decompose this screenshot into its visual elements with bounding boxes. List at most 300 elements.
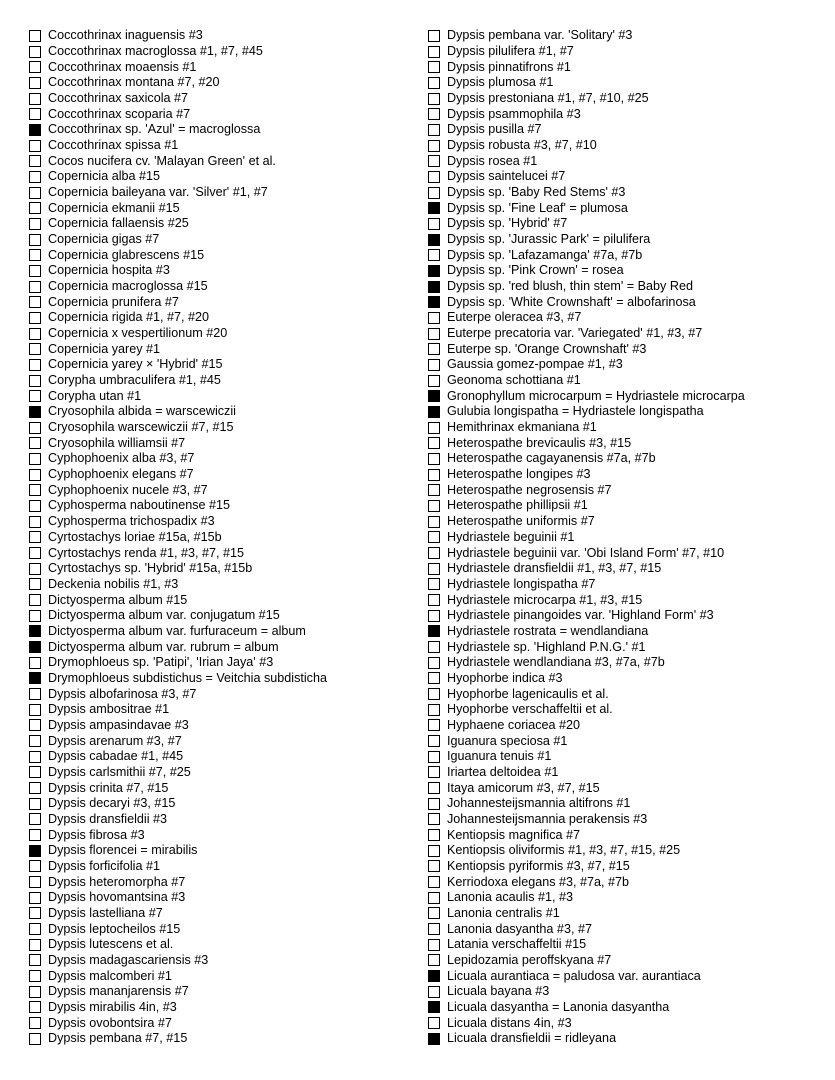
item-label: Cyrtostachys sp. 'Hybrid' #15a, #15b — [48, 561, 253, 576]
item-label: Dypsis sp. 'Fine Leaf' = plumosa — [447, 200, 628, 215]
list-item — [428, 702, 828, 718]
checkbox-filled[interactable] — [29, 625, 41, 637]
checkbox-empty[interactable] — [29, 594, 41, 606]
checkbox-empty[interactable] — [29, 281, 41, 293]
checkbox-empty[interactable] — [29, 218, 41, 230]
checkbox-filled[interactable] — [428, 390, 440, 402]
list-item — [29, 435, 419, 451]
checkbox-empty[interactable] — [29, 766, 41, 778]
item-label: Hyophorbe lagenicaulis et al. — [447, 686, 609, 701]
item-label: Heterospathe brevicaulis #3, #15 — [447, 435, 632, 450]
checkbox-empty[interactable] — [428, 93, 440, 105]
item-label: Copernicia glabrescens #15 — [48, 247, 205, 262]
checkbox-filled[interactable] — [29, 845, 41, 857]
item-label: Johannesteijsmannia perakensis #3 — [447, 811, 648, 826]
list-item — [428, 106, 828, 122]
checkbox-empty[interactable] — [428, 531, 440, 543]
list-item — [29, 467, 419, 483]
checkbox-empty[interactable] — [428, 688, 440, 700]
list-item — [29, 451, 419, 467]
item-label: Dypsis pembana #7, #15 — [48, 1031, 188, 1046]
list-item — [29, 608, 419, 624]
item-label: Johannesteijsmannia altifrons #1 — [447, 796, 631, 811]
list-item — [29, 294, 419, 310]
checkbox-empty[interactable] — [428, 375, 440, 387]
checkbox-empty[interactable] — [29, 108, 41, 120]
item-label: Dictyosperma album #15 — [48, 592, 188, 607]
item-label: Cyrtostachys renda #1, #3, #7, #15 — [48, 545, 245, 560]
checkbox-empty[interactable] — [29, 860, 41, 872]
item-label: Kentiopsis oliviformis #1, #3, #7, #15, #25 — [447, 843, 681, 858]
item-label: Dypsis sp. 'Baby Red Stems' #3 — [447, 185, 626, 200]
checkbox-filled[interactable] — [428, 1033, 440, 1045]
checkbox-empty[interactable] — [29, 328, 41, 340]
checkbox-empty[interactable] — [428, 829, 440, 841]
checkbox-empty[interactable] — [29, 735, 41, 747]
list-item — [428, 655, 828, 671]
checkbox-empty[interactable] — [29, 469, 41, 481]
checkbox-empty[interactable] — [29, 202, 41, 214]
checkbox-empty[interactable] — [29, 234, 41, 246]
checkbox-empty[interactable] — [29, 296, 41, 308]
checkbox-empty[interactable] — [29, 375, 41, 387]
item-label: Cyphophoenix nucele #3, #7 — [48, 482, 208, 497]
checkbox-empty[interactable] — [29, 610, 41, 622]
checkbox-empty[interactable] — [428, 422, 440, 434]
checkbox-empty[interactable] — [29, 986, 41, 998]
checkbox-empty[interactable] — [29, 422, 41, 434]
item-label: Coccothrinax scoparia #7 — [48, 106, 191, 121]
list-item — [428, 138, 828, 154]
checkbox-empty[interactable] — [428, 437, 440, 449]
list-item — [428, 921, 828, 937]
item-label: Hyophorbe indica #3 — [447, 670, 563, 685]
list-item — [29, 59, 419, 75]
item-label: Gulubia longispatha = Hydriastele longispatha — [447, 404, 704, 419]
list-item — [428, 185, 828, 201]
list-item — [428, 310, 828, 326]
list-item — [428, 200, 828, 216]
list-item — [428, 530, 828, 546]
checkbox-empty[interactable] — [428, 218, 440, 230]
item-label: Dypsis sp. 'Hybrid' #7 — [447, 216, 568, 231]
list-item — [29, 749, 419, 765]
item-label: Copernicia alba #15 — [48, 169, 161, 184]
list-item — [29, 420, 419, 436]
checkbox-empty[interactable] — [29, 437, 41, 449]
item-label: Dypsis pilulifera #1, #7 — [447, 44, 574, 58]
checkbox-empty[interactable] — [428, 312, 440, 324]
checkbox-empty[interactable] — [428, 813, 440, 825]
checkbox-empty[interactable] — [428, 155, 440, 167]
item-label: Cryosophila warscewiczii #7, #15 — [48, 420, 234, 435]
item-label: Dictyosperma album var. conjugatum #15 — [48, 608, 280, 623]
item-label: Coccothrinax montana #7, #20 — [48, 75, 220, 90]
item-label: Dypsis robusta #3, #7, #10 — [447, 138, 597, 153]
checkbox-empty[interactable] — [29, 531, 41, 543]
list-item — [428, 561, 828, 577]
checkbox-empty[interactable] — [428, 719, 440, 731]
list-item — [29, 937, 419, 953]
list-item — [428, 671, 828, 687]
list-item — [29, 388, 419, 404]
list-item — [29, 28, 419, 44]
checkbox-empty[interactable] — [428, 672, 440, 684]
item-label: Drymophloeus sp. 'Patipi', 'Irian Jaya' #3 — [48, 655, 274, 670]
list-item — [29, 671, 419, 687]
checkbox-empty[interactable] — [29, 923, 41, 935]
list-item — [428, 686, 828, 702]
list-item — [428, 1000, 828, 1016]
item-label: Dypsis madagascariensis #3 — [48, 952, 209, 967]
checkbox-empty[interactable] — [29, 93, 41, 105]
checkbox-empty[interactable] — [428, 249, 440, 261]
list-item — [29, 1015, 419, 1031]
checkbox-filled[interactable] — [428, 281, 440, 293]
checkbox-empty[interactable] — [428, 30, 440, 42]
checkbox-empty[interactable] — [428, 61, 440, 73]
list-item — [428, 592, 828, 608]
item-label: Cryosophila williamsii #7 — [48, 435, 186, 450]
list-item — [29, 906, 419, 922]
checkbox-empty[interactable] — [428, 547, 440, 559]
item-label: Coccothrinax macroglossa #1, #7, #45 — [48, 44, 263, 58]
list-item — [29, 765, 419, 781]
item-label: Copernicia baileyana var. 'Silver' #1, #7 — [48, 185, 268, 200]
list-item — [428, 765, 828, 781]
item-label: Copernicia yarey #1 — [48, 341, 161, 356]
checkbox-empty[interactable] — [29, 782, 41, 794]
item-label: Dypsis decaryi #3, #15 — [48, 796, 176, 811]
item-label: Hydriastele wendlandiana #3, #7a, #7b — [447, 655, 665, 670]
checkbox-empty[interactable] — [29, 516, 41, 528]
checkbox-empty[interactable] — [428, 108, 440, 120]
item-label: Corypha umbraculifera #1, #45 — [48, 373, 221, 388]
list-item — [29, 153, 419, 169]
checkbox-empty[interactable] — [29, 798, 41, 810]
item-label: Lanonia acaulis #1, #3 — [447, 890, 574, 905]
checkbox-filled[interactable] — [29, 641, 41, 653]
item-label: Dypsis plumosa #1 — [447, 75, 554, 90]
item-label: Hyphaene coriacea #20 — [447, 717, 581, 732]
item-label: Copernicia yarey × 'Hybrid' #15 — [48, 357, 223, 372]
checkbox-empty[interactable] — [428, 484, 440, 496]
list-item — [29, 44, 419, 60]
checkbox-empty[interactable] — [29, 359, 41, 371]
item-label: Copernicia ekmanii #15 — [48, 200, 180, 215]
checkbox-empty[interactable] — [29, 1033, 41, 1045]
checkbox-empty[interactable] — [428, 343, 440, 355]
item-label: Itaya amicorum #3, #7, #15 — [447, 780, 600, 795]
item-label: Hydriastele dransfieldii #1, #3, #7, #15 — [447, 561, 662, 576]
list-item — [428, 780, 828, 796]
checkbox-empty[interactable] — [29, 563, 41, 575]
list-item — [428, 796, 828, 812]
checkbox-empty[interactable] — [428, 939, 440, 951]
checkbox-empty[interactable] — [428, 641, 440, 653]
checkbox-empty[interactable] — [29, 77, 41, 89]
checkbox-empty[interactable] — [29, 343, 41, 355]
list-item — [428, 153, 828, 169]
list-item — [428, 906, 828, 922]
item-label: Licuala distans 4in, #3 — [447, 1015, 572, 1030]
item-label: Dypsis pusilla #7 — [447, 122, 542, 137]
checkbox-empty[interactable] — [29, 390, 41, 402]
checkbox-empty[interactable] — [29, 265, 41, 277]
checkbox-filled[interactable] — [428, 265, 440, 277]
checkbox-empty[interactable] — [29, 249, 41, 261]
checkbox-filled[interactable] — [29, 406, 41, 418]
checkbox-filled[interactable] — [428, 1001, 440, 1013]
item-label: Euterpe precatoria var. 'Variegated' #1, #3, #7 — [447, 326, 703, 341]
list-item — [29, 216, 419, 232]
checkbox-empty[interactable] — [29, 30, 41, 42]
checkbox-empty[interactable] — [29, 312, 41, 324]
checkbox-empty[interactable] — [428, 469, 440, 481]
item-label: Dypsis crinita #7, #15 — [48, 780, 169, 795]
list-item — [29, 733, 419, 749]
list-item — [428, 874, 828, 890]
checkbox-empty[interactable] — [428, 923, 440, 935]
item-label: Dypsis sp. 'Pink Crown' = rosea — [447, 263, 624, 278]
checkbox-empty[interactable] — [29, 892, 41, 904]
checkbox-empty[interactable] — [428, 986, 440, 998]
item-label: Heterospathe uniformis #7 — [447, 514, 595, 529]
checkbox-empty[interactable] — [29, 46, 41, 58]
item-label: Dypsis lastelliana #7 — [48, 905, 163, 920]
checkbox-empty[interactable] — [29, 704, 41, 716]
item-label: Copernicia prunifera #7 — [48, 294, 179, 309]
item-label: Corypha utan #1 — [48, 388, 142, 403]
list-item — [29, 890, 419, 906]
checkbox-empty[interactable] — [29, 140, 41, 152]
checkbox-empty[interactable] — [29, 829, 41, 841]
list-item — [29, 874, 419, 890]
checkbox-empty[interactable] — [428, 328, 440, 340]
list-item — [29, 1000, 419, 1016]
item-label: Deckenia nobilis #1, #3 — [48, 576, 179, 591]
list-item — [428, 812, 828, 828]
checkbox-empty[interactable] — [29, 1017, 41, 1029]
list-item — [428, 263, 828, 279]
item-label: Licuala dasyantha = Lanonia dasyantha — [447, 999, 670, 1014]
list-item — [428, 420, 828, 436]
checkbox-filled[interactable] — [428, 406, 440, 418]
list-item — [29, 1031, 419, 1047]
checkbox-filled[interactable] — [29, 124, 41, 136]
list-item — [428, 859, 828, 875]
checkbox-empty[interactable] — [428, 657, 440, 669]
checkbox-empty[interactable] — [428, 594, 440, 606]
checkbox-empty[interactable] — [428, 453, 440, 465]
checkbox-empty[interactable] — [428, 704, 440, 716]
list-item — [428, 404, 828, 420]
checkbox-empty[interactable] — [29, 453, 41, 465]
list-item — [428, 388, 828, 404]
item-label: Dypsis cabadae #1, #45 — [48, 749, 184, 764]
list-item — [29, 232, 419, 248]
item-label: Hydriastele beguinii #1 — [447, 529, 575, 544]
list-item — [29, 263, 419, 279]
item-label: Euterpe oleracea #3, #7 — [447, 310, 582, 325]
list-item — [29, 702, 419, 718]
checkbox-empty[interactable] — [29, 61, 41, 73]
item-label: Dypsis carlsmithii #7, #25 — [48, 764, 191, 779]
checkbox-empty[interactable] — [29, 751, 41, 763]
list-item — [428, 1015, 828, 1031]
list-item — [29, 122, 419, 138]
item-label: Copernicia gigas #7 — [48, 232, 160, 247]
checkbox-empty[interactable] — [29, 688, 41, 700]
checkbox-empty[interactable] — [428, 735, 440, 747]
list-item — [428, 545, 828, 561]
checkbox-empty[interactable] — [428, 610, 440, 622]
checkbox-empty[interactable] — [428, 860, 440, 872]
checkbox-empty[interactable] — [428, 46, 440, 58]
item-label: Iguanura speciosa #1 — [447, 733, 568, 748]
item-label: Kentiopsis pyriformis #3, #7, #15 — [447, 858, 630, 873]
item-label: Dypsis lutescens et al. — [48, 937, 174, 952]
checkbox-empty[interactable] — [29, 954, 41, 966]
checkbox-empty[interactable] — [428, 876, 440, 888]
list-item — [428, 28, 828, 44]
list-item — [29, 404, 419, 420]
item-label: Cyphosperma trichospadix #3 — [48, 514, 215, 529]
item-label: Hydriastele microcarpa #1, #3, #15 — [447, 592, 643, 607]
item-label: Dypsis mirabilis 4in, #3 — [48, 999, 177, 1014]
item-label: Licuala dransfieldii = ridleyana — [447, 1031, 617, 1046]
checkbox-filled[interactable] — [428, 625, 440, 637]
item-label: Dypsis forficifolia #1 — [48, 858, 160, 873]
checkbox-empty[interactable] — [428, 954, 440, 966]
item-label: Kerriodoxa elegans #3, #7a, #7b — [447, 874, 630, 889]
checkbox-empty[interactable] — [29, 578, 41, 590]
checkbox-empty[interactable] — [428, 798, 440, 810]
item-label: Dypsis fibrosa #3 — [48, 827, 145, 842]
checkbox-empty[interactable] — [29, 939, 41, 951]
list-item — [29, 341, 419, 357]
checkbox-filled[interactable] — [29, 672, 41, 684]
item-label: Licuala bayana #3 — [447, 984, 550, 999]
checkbox-empty[interactable] — [428, 845, 440, 857]
checkbox-empty[interactable] — [29, 484, 41, 496]
list-item — [428, 169, 828, 185]
item-label: Cryosophila albida = warscewiczii — [48, 404, 236, 419]
list-item — [428, 639, 828, 655]
checkbox-empty[interactable] — [29, 155, 41, 167]
list-item — [29, 984, 419, 1000]
checkbox-empty[interactable] — [29, 970, 41, 982]
list-item — [428, 624, 828, 640]
checkbox-empty[interactable] — [428, 563, 440, 575]
item-label: Gaussia gomez-pompae #1, #3 — [447, 357, 623, 372]
list-item — [29, 106, 419, 122]
item-label: Copernicia macroglossa #15 — [48, 279, 208, 294]
checkbox-empty[interactable] — [428, 578, 440, 590]
list-item — [428, 843, 828, 859]
list-item — [428, 890, 828, 906]
list-item — [29, 577, 419, 593]
item-label: Dypsis florencei = mirabilis — [48, 843, 198, 858]
item-label: Geonoma schottiana #1 — [447, 373, 581, 388]
item-label: Copernicia fallaensis #25 — [48, 216, 189, 231]
list-item — [428, 326, 828, 342]
item-label: Copernicia x vespertilionum #20 — [48, 326, 228, 341]
item-label: Dypsis pinnatifrons #1 — [447, 59, 571, 74]
item-label: Cocos nucifera cv. 'Malayan Green' et al. — [48, 153, 276, 168]
item-label: Coccothrinax moaensis #1 — [48, 59, 197, 74]
list-item — [29, 498, 419, 514]
list-item — [29, 545, 419, 561]
list-item — [29, 953, 419, 969]
checkbox-empty[interactable] — [428, 751, 440, 763]
list-item — [428, 984, 828, 1000]
item-label: Dypsis malcomberi #1 — [48, 968, 172, 983]
item-label: Copernicia hospita #3 — [48, 263, 170, 278]
checkbox-empty[interactable] — [428, 766, 440, 778]
checkbox-empty[interactable] — [428, 892, 440, 904]
checkbox-empty[interactable] — [428, 77, 440, 89]
right-column — [428, 28, 828, 1047]
item-label: Dypsis psammophila #3 — [447, 106, 581, 121]
checkbox-empty[interactable] — [29, 547, 41, 559]
checkbox-empty[interactable] — [29, 657, 41, 669]
checkbox-empty[interactable] — [428, 907, 440, 919]
list-item — [428, 451, 828, 467]
item-label: Dictyosperma album var. furfuraceum = album — [48, 623, 306, 638]
checkbox-empty[interactable] — [428, 1017, 440, 1029]
checkbox-empty[interactable] — [29, 876, 41, 888]
checkbox-empty[interactable] — [428, 140, 440, 152]
checkbox-filled[interactable] — [428, 234, 440, 246]
list-item — [29, 91, 419, 107]
checkbox-empty[interactable] — [428, 500, 440, 512]
list-item — [428, 44, 828, 60]
list-item — [428, 59, 828, 75]
checkbox-empty[interactable] — [428, 171, 440, 183]
checkbox-empty[interactable] — [29, 813, 41, 825]
checkbox-empty[interactable] — [428, 782, 440, 794]
list-item — [29, 968, 419, 984]
item-label: Dypsis prestoniana #1, #7, #10, #25 — [447, 91, 649, 106]
item-label: Latania verschaffeltii #15 — [447, 937, 587, 952]
list-item — [29, 843, 419, 859]
checkbox-empty[interactable] — [29, 171, 41, 183]
checkbox-filled[interactable] — [428, 202, 440, 214]
item-label: Hydriastele longispatha #7 — [447, 576, 596, 591]
checkbox-empty[interactable] — [29, 719, 41, 731]
checkbox-empty[interactable] — [428, 359, 440, 371]
list-item — [29, 373, 419, 389]
item-label: Dypsis sp. 'White Crownshaft' = albofarinosa — [447, 294, 696, 309]
list-item — [29, 655, 419, 671]
item-label: Heterospathe phillipsii #1 — [447, 498, 588, 513]
checkbox-empty[interactable] — [29, 1001, 41, 1013]
checkbox-empty[interactable] — [428, 187, 440, 199]
checkbox-empty[interactable] — [29, 187, 41, 199]
list-item — [428, 435, 828, 451]
checkbox-empty[interactable] — [428, 124, 440, 136]
item-label: Lanonia centralis #1 — [447, 905, 560, 920]
checkbox-empty[interactable] — [428, 516, 440, 528]
item-label: Cyphophoenix elegans #7 — [48, 467, 194, 482]
checkbox-filled[interactable] — [428, 296, 440, 308]
checkbox-empty[interactable] — [29, 907, 41, 919]
item-label: Hyophorbe verschaffeltii et al. — [447, 702, 613, 717]
checkbox-filled[interactable] — [428, 970, 440, 982]
list-item — [29, 921, 419, 937]
checkbox-empty[interactable] — [29, 500, 41, 512]
